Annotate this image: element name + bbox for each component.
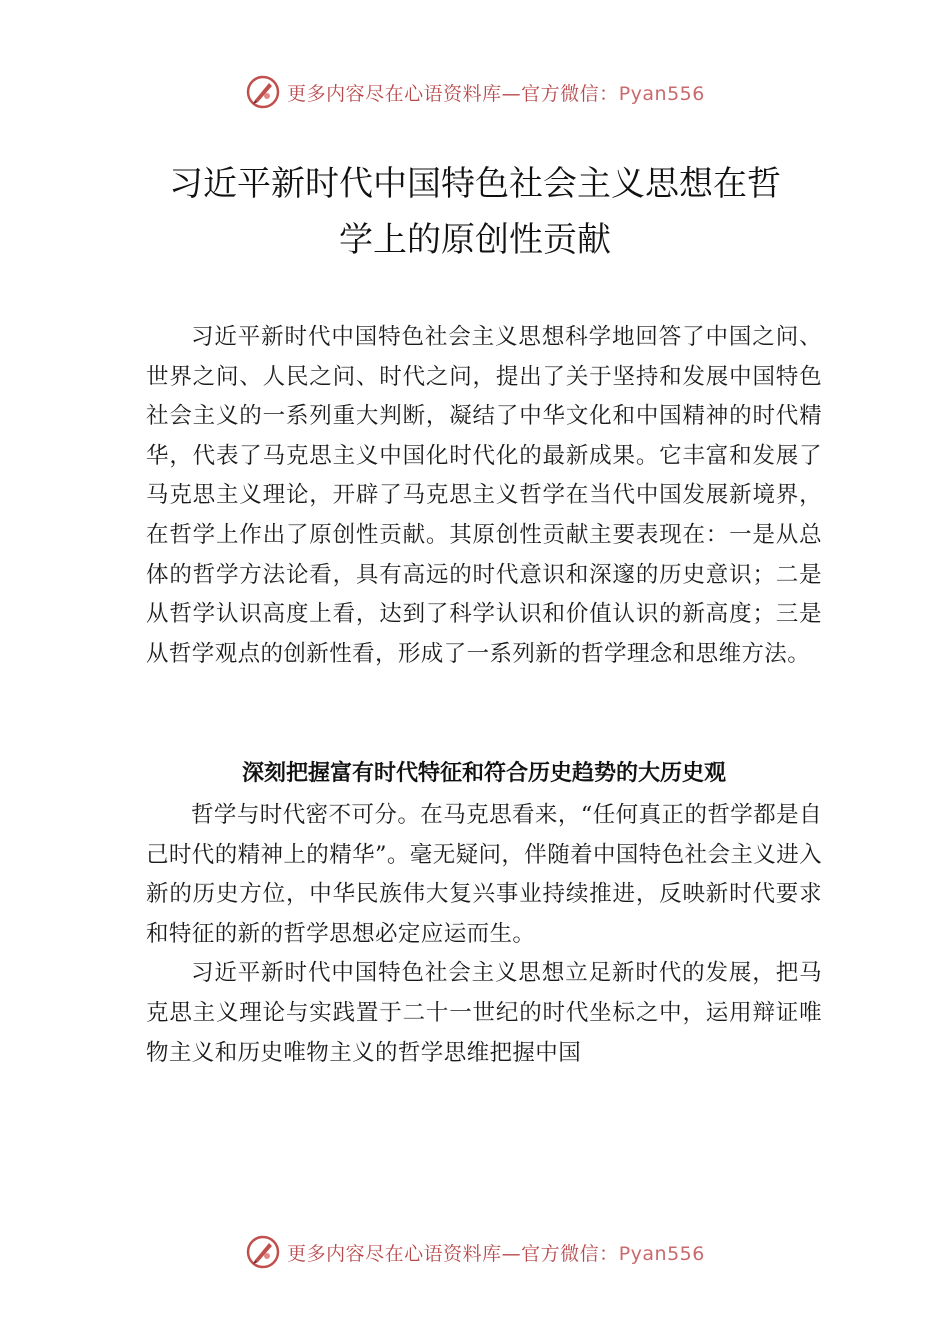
pen-logo-icon [245, 1234, 281, 1270]
page-title [80, 156, 870, 268]
section-heading: 深刻把握富有时代特征和符合历史趋势的大历史观 [241, 761, 726, 786]
intro-paragraph: 习近平新时代中国特色社会主义思想科学地回答了中国之问、世界之问、人民之问、时代之问，提出了关于坚持和发展中国特色社会主义的一系列重大判断，凝结了中华文化和中国精神的时代精华，代表了马克思主义中国化时代化的最新成果。它丰富和发展了马克思主义理论，开辟了马克思主义哲学在当代中国发展新境界，在哲学上作出了原创性贡献。其原创性贡献主要表现在：一是从总体的哲学方法论看，具有高远的时代意识和深邃的历史意识；二是从哲学认识高度上看，达到了科学认识和价值认识的新高度；三是从哲学观点的创新性看，形成了一系列新的哲学理念和思维方法。 [146, 324, 822, 667]
section-paragraph-1: 哲学与时代密不可分。在马克思看来，“任何真正的哲学都是自己时代的精神上的精华”。毫无疑问，伴随着中国特色社会主义进入新的历史方位，中华民族伟大复兴事业持续推进，反映新时代要求和特征的新的哲学思想必定应运而生。 [146, 802, 823, 947]
title-line-2: 学上的原创性贡献 [339, 220, 611, 260]
section-paragraph-2: 习近平新时代中国特色社会主义思想立足新时代的发展，把马克思主义理论与实践置于二十一世纪的时代坐标之中，运用辩证唯物主义和历史唯物主义的哲学思维把握中国 [146, 960, 822, 1066]
pen-logo-icon [245, 74, 281, 110]
section-body [146, 796, 822, 1073]
banner-text: 更多内容尽在心语资料库—官方微信：Pyan556 [287, 82, 705, 105]
banner-text: 更多内容尽在心语资料库—官方微信：Pyan556 [287, 1242, 705, 1265]
intro-section [146, 318, 822, 674]
title-line-1: 习近平新时代中国特色社会主义思想在哲 [169, 164, 781, 204]
footer-banner [0, 1232, 950, 1272]
header-banner [0, 72, 950, 112]
